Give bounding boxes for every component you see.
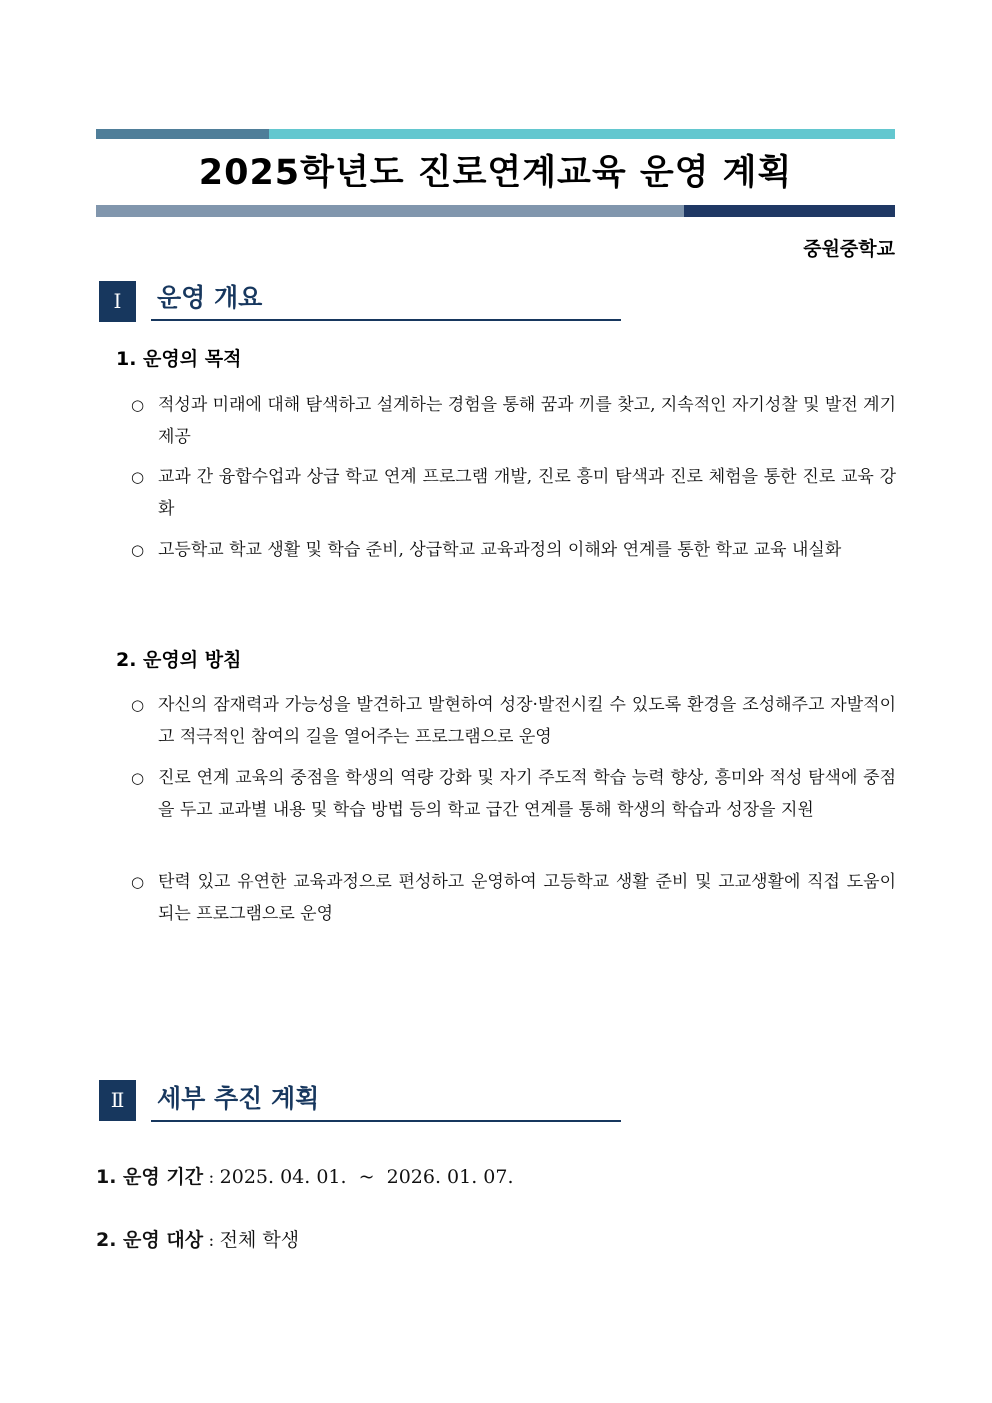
title-bar-top-left: [96, 129, 269, 139]
period-line: [96, 1162, 514, 1193]
title-bar-top-right: [269, 129, 895, 139]
list-item-text: 적성과 미래에 대해 탐색하고 설계하는 경험을 통해 꿈과 끼를 찾고, 지속적인 자기성찰 및 발전 계기 제공: [158, 395, 896, 447]
title-bar-bottom-right: [684, 205, 895, 217]
list-item: [131, 866, 896, 930]
list-item: [131, 534, 896, 566]
school-name: 중원중학교: [803, 238, 895, 260]
target-value: 전체 학생: [219, 1229, 300, 1251]
bullet-circle-icon: ○: [131, 873, 145, 891]
bullet-circle-icon: ○: [131, 541, 145, 559]
section-2-numeral-box: Ⅱ: [99, 1080, 136, 1121]
target-label: 2. 운영 대상: [96, 1229, 204, 1251]
list-item-text: 자신의 잠재력과 가능성을 발견하고 발현하여 성장·발전시킬 수 있도록 환경을 조성해주고 자발적이고 적극적인 참여의 길을 열어주는 프로그램으로 운영: [158, 695, 896, 747]
list-item-text: 진로 연계 교육의 중점을 학생의 역량 강화 및 자기 주도적 학습 능력 향상, 흥미와 적성 탐색에 중점을 두고 교과별 내용 및 학습 방법 등의 학교 급간 연계를 통해 학생의 학습과 성장을 지원: [158, 768, 896, 820]
period-value: 2025. 04. 01. ~ 2026. 01. 07.: [219, 1166, 514, 1188]
list-item-text: 교과 간 융합수업과 상급 학교 연계 프로그램 개발, 진로 흥미 탐색과 진로 체험을 통한 진로 교육 강화: [158, 467, 896, 519]
list-item-text: 고등학교 학교 생활 및 학습 준비, 상급학교 교육과정의 이해와 연계를 통한 학교 교육 내실화: [158, 540, 842, 560]
bullet-circle-icon: ○: [131, 468, 145, 486]
section-2-underline: [151, 1120, 621, 1122]
period-separator: :: [203, 1168, 220, 1188]
list-item: [131, 461, 896, 525]
section-1-numeral-box: Ⅰ: [99, 281, 136, 322]
document-title: 2025학년도 진로연계교육 운영 계획: [198, 153, 793, 193]
target-separator: :: [203, 1231, 220, 1251]
period-label: 1. 운영 기간: [96, 1166, 204, 1188]
target-line: [96, 1225, 299, 1256]
list-item: [131, 389, 896, 453]
list-item: [131, 689, 896, 753]
title-bar-bottom-left: [96, 205, 684, 217]
bullet-circle-icon: ○: [131, 396, 145, 414]
list-item-text: 탄력 있고 유연한 교육과정으로 편성하고 운영하여 고등학교 생활 준비 및 고교생활에 직접 도움이 되는 프로그램으로 운영: [158, 872, 896, 924]
bullet-circle-icon: ○: [131, 696, 145, 714]
section-2-title: 세부 추진 계획: [157, 1084, 320, 1113]
subsection-purpose-heading: 1. 운영의 목적: [116, 348, 242, 370]
section-1-underline: [151, 319, 621, 321]
bullet-circle-icon: ○: [131, 769, 145, 787]
list-item: [131, 762, 896, 826]
section-1-title: 운영 개요: [157, 283, 263, 312]
subsection-policy-heading: 2. 운영의 방침: [116, 649, 242, 671]
